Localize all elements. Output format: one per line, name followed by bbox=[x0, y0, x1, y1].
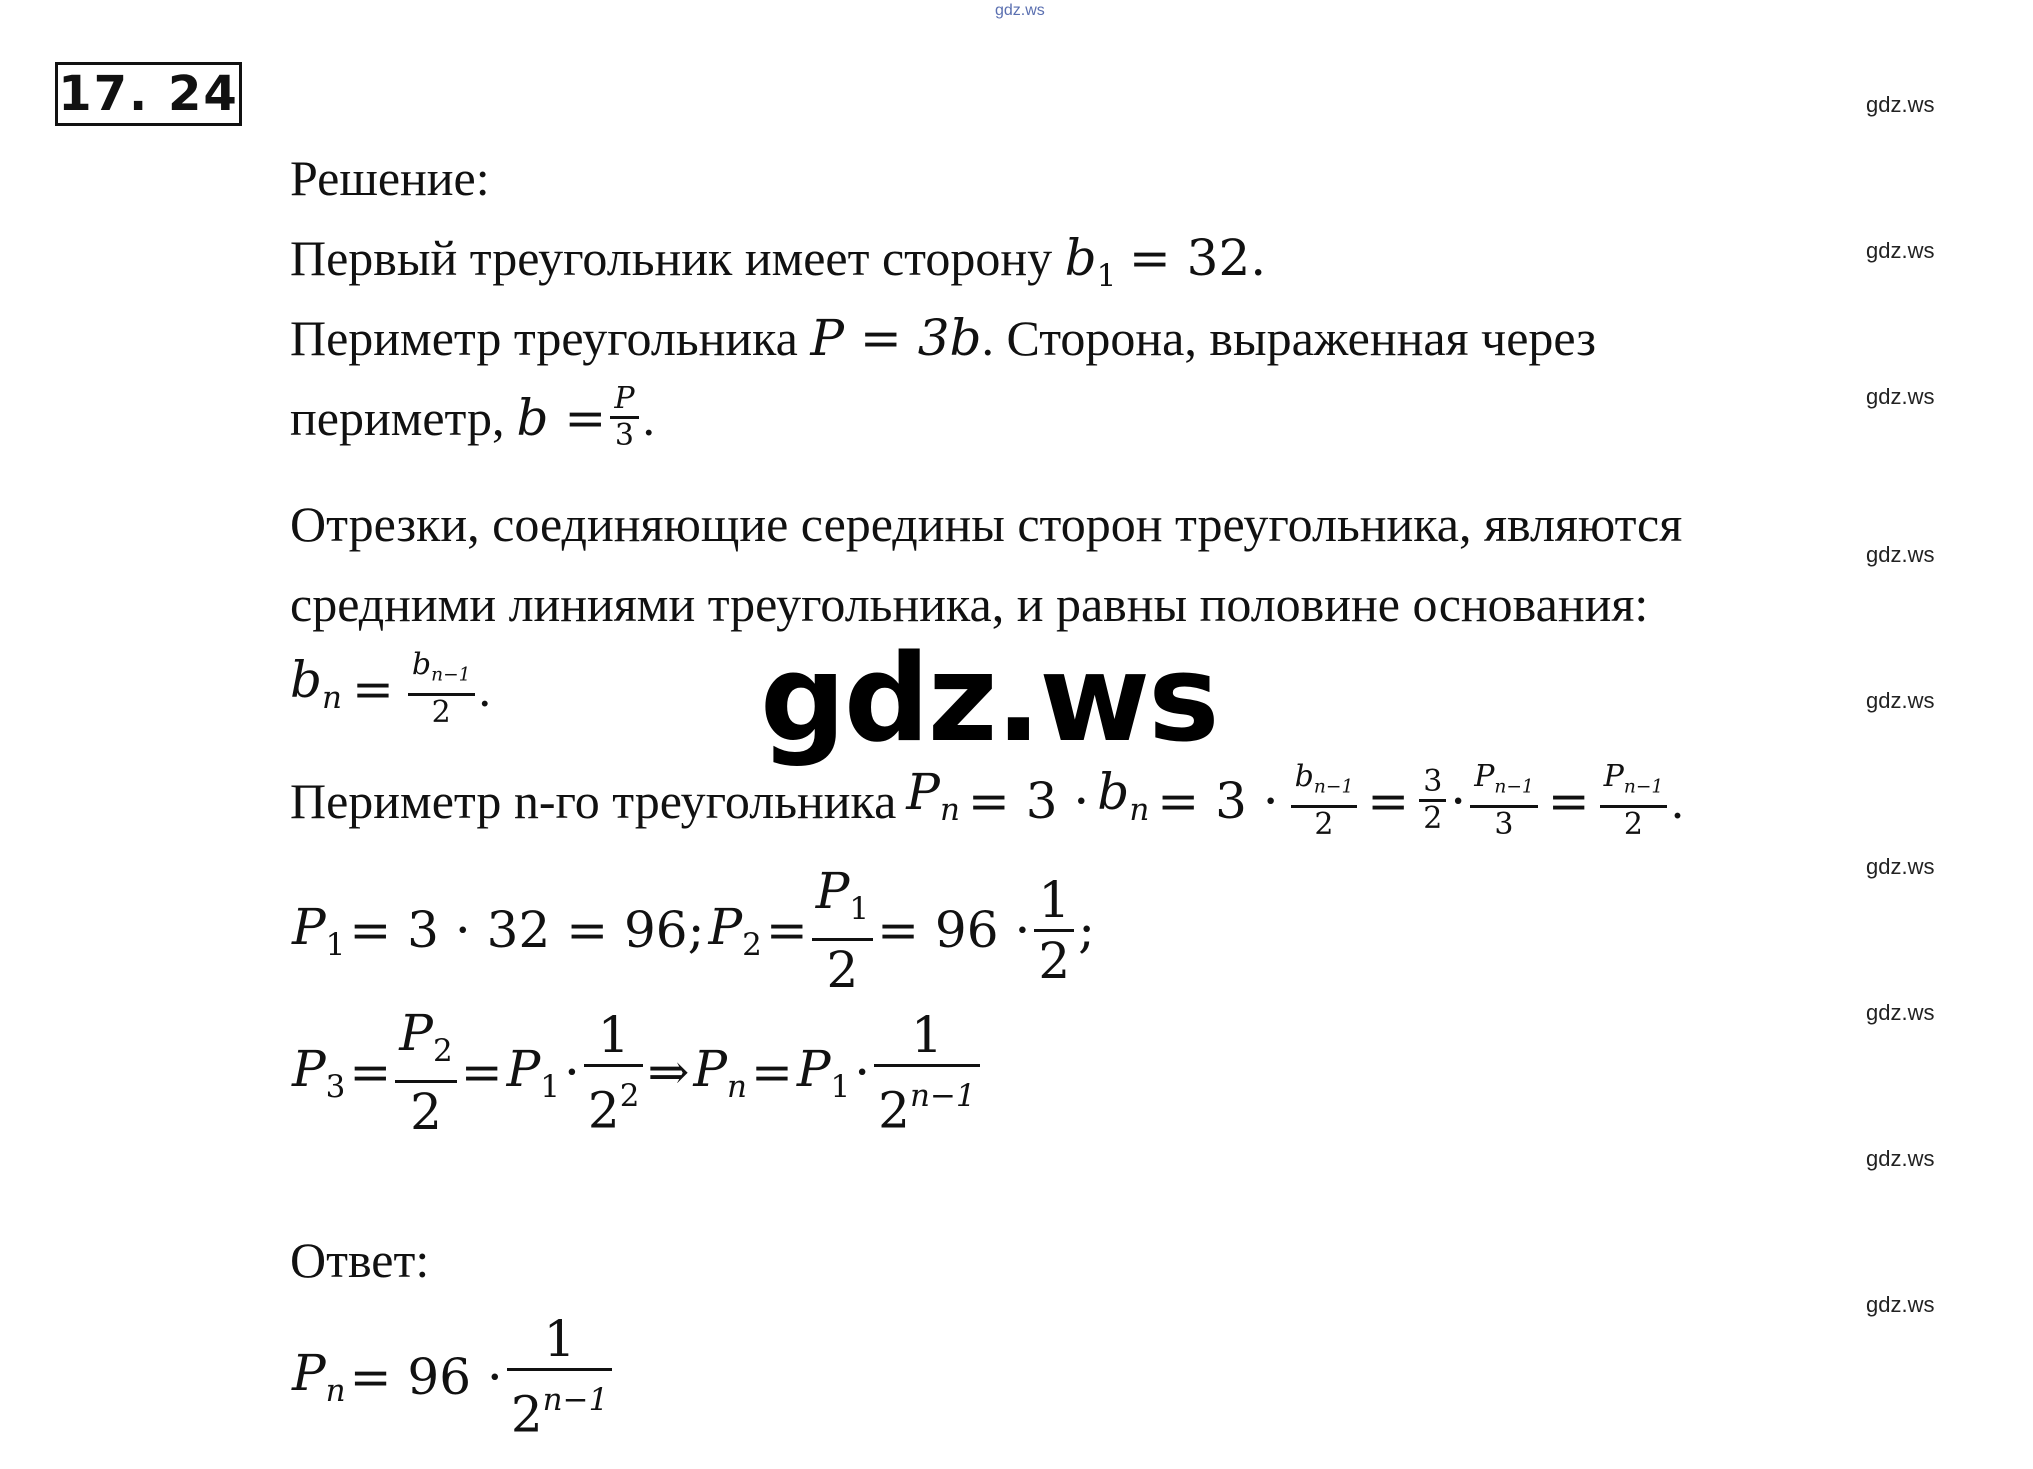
line-text: . Сторона, выраженная через bbox=[981, 310, 1596, 366]
watermark-top: gdz.ws bbox=[995, 2, 1045, 19]
line-perimeter bbox=[290, 308, 1596, 368]
fraction: $\frac{P_2}{2}$ bbox=[395, 1004, 456, 1141]
watermark-side: gdz.ws bbox=[1866, 854, 1935, 879]
watermark-side: gdz.ws bbox=[1866, 384, 1935, 409]
fraction: $\frac{1}{2^2}$ bbox=[584, 1006, 644, 1140]
line-midlines: средними линиями треугольника, и равны половине основания: bbox=[290, 576, 1649, 632]
fraction: $\frac{1}{2^{n-1}}$ bbox=[507, 1310, 612, 1444]
problem-number: 17. 24 bbox=[55, 62, 242, 126]
formula-b: b = bbox=[516, 388, 607, 447]
formula-bn: $b_n$ = $\frac{b_{n-1}}{2}$ . bbox=[290, 647, 491, 730]
line-text: Периметр n-го треугольника bbox=[290, 772, 897, 829]
formula-eq: = 32. bbox=[1128, 229, 1267, 287]
line-nth-perimeter: Периметр n-го треугольника $P_n$ = 3 · $b_n$ = 3 · $\frac{b_{n-1}}{2}$ = $\frac{3}{2}$ · $\frac{P_{n-1}}{3}$ = $\frac{P_{n-1}}{2}$ . bbox=[290, 759, 1684, 842]
formula-answer: $P_n$ = 96 · $\frac{1}{2^{n-1}}$ bbox=[290, 1310, 614, 1444]
watermark-side: gdz.ws bbox=[1866, 238, 1935, 263]
watermark-side: gdz.ws bbox=[1866, 92, 1935, 117]
fraction-p-over-3: $\frac{P}{3}$ bbox=[610, 382, 638, 453]
formula-p3-pn: $P_3$ = $\frac{P_2}{2}$ = $P_1$ · $\frac{1}{2^2}$ ⇒ $P_n$ = $P_1$ · $\frac{1}{2^{n-1}}$ bbox=[290, 1004, 982, 1141]
line-text: периметр, bbox=[290, 389, 505, 446]
watermark-large: gdz.ws bbox=[760, 630, 1218, 769]
line-segments: Отрезки, соединяющие середины сторон треугольника, являются bbox=[290, 496, 1683, 552]
formula-b1: $b_1$ bbox=[1064, 229, 1117, 294]
fraction: $\frac{1}{2}$ bbox=[1034, 871, 1074, 990]
fraction: $\frac{P_{n-1}}{2}$ bbox=[1600, 760, 1668, 842]
watermark-side: gdz.ws bbox=[1866, 688, 1935, 713]
answer-label: Ответ: bbox=[290, 1232, 430, 1288]
fraction: $\frac{P_1}{2}$ bbox=[812, 862, 873, 999]
fraction: $\frac{P_{n-1}}{3}$ bbox=[1470, 760, 1538, 842]
line-text: Периметр треугольника bbox=[290, 310, 798, 366]
fraction: $\frac{b_{n-1}}{2}$ bbox=[1291, 760, 1358, 842]
watermark-side: gdz.ws bbox=[1866, 1146, 1935, 1171]
line-text: Первый треугольник имеет сторону bbox=[290, 230, 1053, 286]
solution-label: Решение: bbox=[290, 150, 490, 206]
fraction: $\frac{1}{2^{n-1}}$ bbox=[874, 1006, 979, 1140]
watermark-side: gdz.ws bbox=[1866, 542, 1935, 567]
line-first-triangle bbox=[290, 228, 1266, 306]
formula-p1-p2: $P_1$ = 3 · 32 = 96; $P_2$ = $\frac{P_1}{2}$ = 96 · $\frac{1}{2}$ ; bbox=[292, 862, 1096, 999]
formula-p-3b: P = 3b bbox=[810, 309, 982, 367]
watermark-side: gdz.ws bbox=[1866, 1000, 1935, 1025]
fraction: $\frac{3}{2}$ bbox=[1419, 765, 1446, 836]
watermark-side: gdz.ws bbox=[1866, 1292, 1935, 1317]
fraction-bn1-over-2: $\frac{b_{n-1}}{2}$ bbox=[408, 648, 475, 730]
line-side-via-perimeter: периметр, b = $\frac{P}{3}$ . bbox=[290, 381, 656, 453]
